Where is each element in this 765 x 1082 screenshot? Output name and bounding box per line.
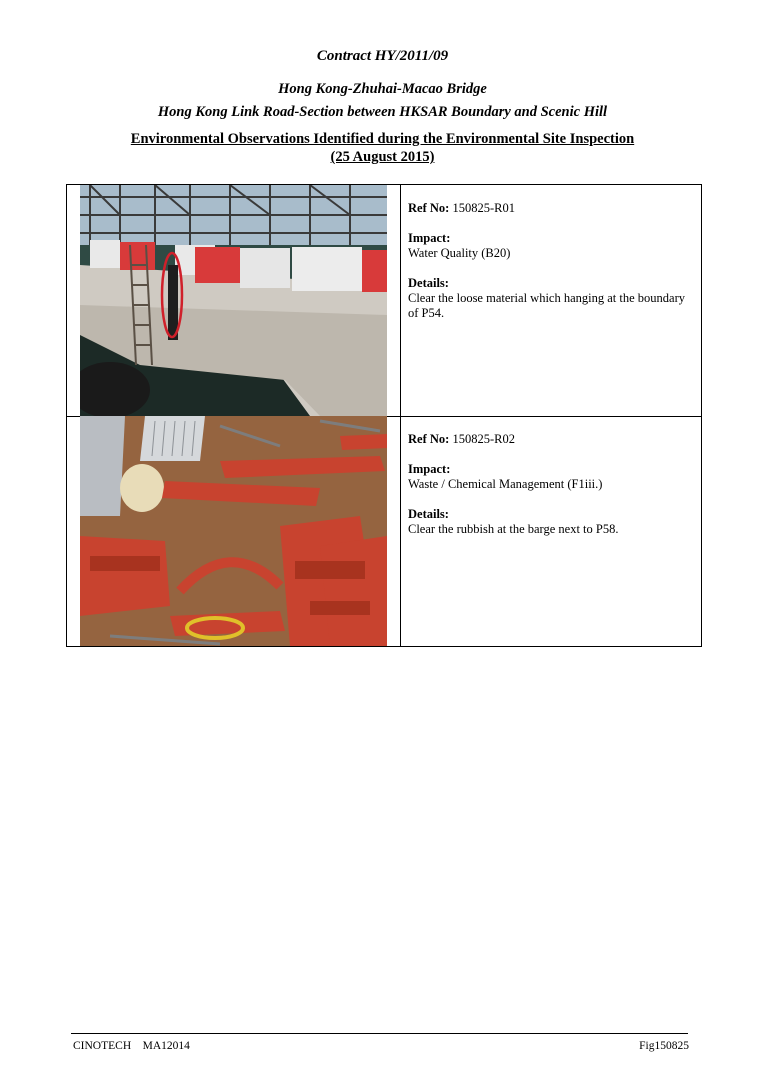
details-value: Clear the rubbish at the barge next to P58.: [408, 522, 619, 536]
table-row: [67, 416, 701, 646]
site-photo-water-quality: [80, 185, 387, 416]
project-name: Hong Kong-Zhuhai-Macao Bridge: [278, 81, 487, 97]
photo-cell: [67, 416, 401, 646]
details-value: Clear the loose material which hanging at the boundary of P54.: [408, 291, 685, 320]
observation-details: [408, 432, 698, 552]
ref-label: Ref No:: [408, 201, 450, 215]
observation-details: [408, 201, 698, 336]
ref-value: 150825-R01: [452, 201, 515, 215]
photo-cell: [67, 185, 401, 416]
site-photo-barge-rubbish: [80, 416, 387, 646]
footer-company-ref: CINOTECH MA12014: [73, 1040, 190, 1052]
contract-number: Contract HY/2011/09: [316, 48, 449, 64]
impact-value: Waste / Chemical Management (F1iii.): [408, 477, 603, 491]
details-label: Details:: [408, 507, 449, 521]
inspection-date: (25 August 2015): [330, 149, 435, 165]
ref-label: Ref No:: [408, 432, 450, 446]
ref-value: 150825-R02: [452, 432, 515, 446]
footer-divider: [71, 1033, 688, 1034]
project-section: Hong Kong Link Road-Section between HKSAR Boundary and Scenic Hill: [157, 104, 608, 120]
table-row: [67, 185, 701, 417]
footer-figure-number: Fig150825: [639, 1040, 689, 1052]
impact-label: Impact:: [408, 231, 451, 245]
details-label: Details:: [408, 276, 449, 290]
impact-value: Water Quality (B20): [408, 246, 511, 260]
observations-table: [66, 184, 702, 647]
impact-label: Impact:: [408, 462, 451, 476]
page-title: Environmental Observations Identified during the Environmental Site Inspection: [130, 131, 635, 147]
